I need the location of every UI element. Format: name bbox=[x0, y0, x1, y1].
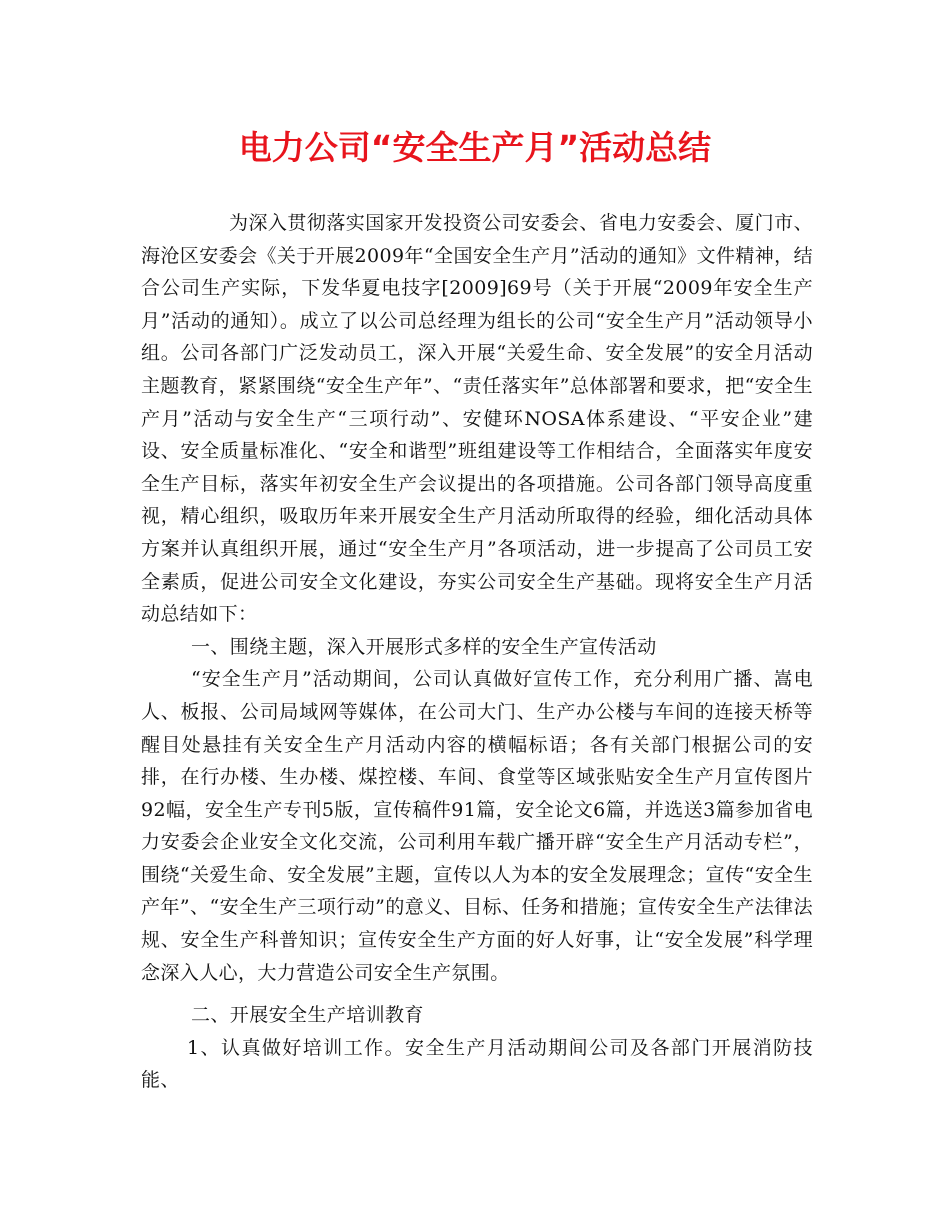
document-title: 电力公司“安全生产月”活动总结 bbox=[238, 128, 712, 167]
document-body bbox=[141, 207, 813, 1097]
section-1-paragraph: “安全生产月”活动期间，公司认真做好宣传工作，充分利用广播、嵩电人、板报、公司局域网等媒体，在公司大门、生产办公楼与车间的连接天桥等醒目处悬挂有关安全生产月活动内容的横幅标语；各有关部门根据公司的安排，在行办楼、生办楼、煤控楼、车间、食堂等区域张贴安全生产月宣传图片92幅，安全生产专刊5版，宣传稿件91篇，安全论文6篇，并选送3篇参加省电力安委会企业安全文化交流，公司利用车载广播开辟“安全生产月活动专栏”，围绕“关爱生命、安全发展”主题，宣传以人为本的安全发展理念；宣传“安全生产年”、“安全生产三项行动”的意义、目标、任务和措施；宣传安全生产法律法规、安全生产科普知识；宣传安全生产方面的好人好事，让“安全发展”科学理念深入人心，大力营造公司安全生产氛围。 bbox=[141, 668, 813, 984]
section-2-item-1: 1、认真做好培训工作。安全生产月活动期间公司及各部门开展消防技能、 bbox=[141, 1036, 813, 1092]
paragraph-spacer bbox=[141, 989, 813, 999]
section-2-heading: 二、开展安全生产培训教育 bbox=[191, 1004, 424, 1027]
intro-paragraph: 为深入贯彻落实国家开发投资公司安委会、省电力安委会、厦门市、海沧区安委会《关于开展2009年“全国安全生产月”活动的通知》文件精神，结合公司生产实际，下发华夏电技字[2009]69号（关于开展“2009年安全生产月”活动的通知）。成立了以公司总经理为组长的公司“安全生产月”活动领导小组。公司各部门广泛发动员工，深入开展“关爱生命、安全发展”的安全月活动主题教育，紧紧围绕“安全生产年”、“责任落实年”总体部署和要求，把“安全生产月”活动与安全生产“三项行动”、安健环NOSA体系建设、“平安企业”建设、安全质量标准化、“安全和谐型”班组建设等工作相结合，全面落实年度安全生产目标，落实年初安全生产会议提出的各项措施。公司各部门领导高度重视，精心组织，吸取历年来开展安全生产月活动所取得的经验，细化活动具体方案并认真组织开展，通过“安全生产月”各项活动，进一步提高了公司员工安全素质，促进公司安全文化建设，夯实公司安全生产基础。现将安全生产月活动总结如下： bbox=[141, 212, 813, 626]
section-1-heading: 一、围绕主题，深入开展形式多样的安全生产宣传活动 bbox=[191, 635, 657, 658]
